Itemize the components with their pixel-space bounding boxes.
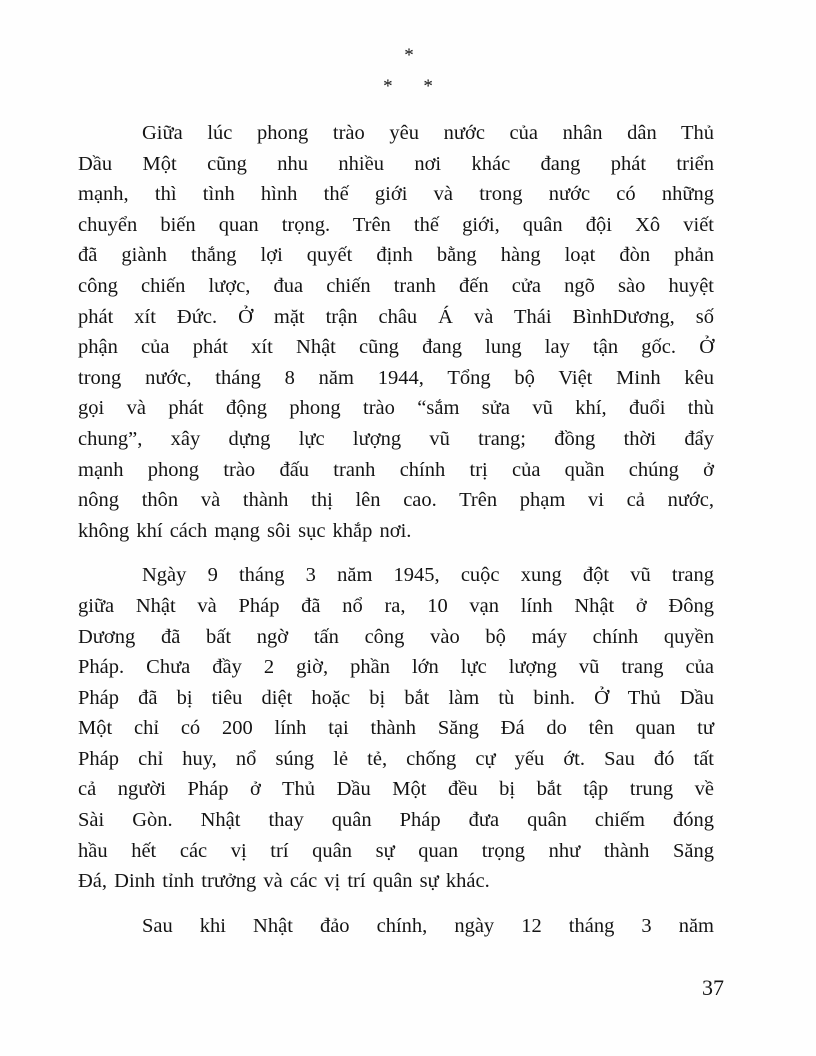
text-line: trong nước, tháng 8 năm 1944, Tổng bộ Việt Minh kêu [78,366,714,389]
text-line: Pháp chỉ huy, nổ súng lẻ tẻ, chống cự yếu ớt. Sau đó tất [78,747,714,770]
text-line: đã giành thắng lợi quyết định bằng hàng loạt đòn phản [78,244,714,267]
text-line: phận của phát xít Nhật cũng đang lung lay tận gốc. Ở [78,336,714,359]
text-line: Pháp. Chưa đầy 2 giờ, phần lớn lực lượng vũ trang của [78,656,714,679]
text-line: mạnh phong trào đấu tranh chính trị của quần chúng ở [78,458,714,481]
text-line: Dầu Một cũng nhu nhiều nơi khác đang phát triển [78,152,714,175]
text-line: Dương đã bất ngờ tấn công vào bộ máy chính quyền [78,625,714,648]
page-number: 37 [702,975,724,1000]
text-line: gọi và phát động phong trào “sắm sửa vũ khí, đuổi thù [78,397,714,420]
asterisk-icon: * [404,45,414,66]
text-line: Một chỉ có 200 lính tại thành Săng Đá do tên quan tư [78,717,714,740]
text-line: không khí cách mạng sôi sục khắp nơi. [78,519,412,542]
text-line: nông thôn và thành thị lên cao. Trên phạm vi cả nước, [78,489,714,512]
text-line: Sau khi Nhật đảo chính, ngày 12 tháng 3 năm [142,914,714,937]
text-line: Ngày 9 tháng 3 năm 1945, cuộc xung đột vũ trang [142,564,714,587]
asterisk-row [0,77,816,96]
body-text [78,118,714,955]
text-line: mạnh, thì tình hình thế giới và trong nước có những [78,183,714,206]
text-line: chung”, xây dựng lực lượng vũ trang; đồng thời đẩy [78,427,714,450]
paragraph [78,118,714,546]
text-line: Pháp đã bị tiêu diệt hoặc bị bắt làm tù binh. Ở Thủ Dầu [78,686,714,709]
text-line: Sài Gòn. Nhật thay quân Pháp đưa quân chiếm đóng [78,809,714,832]
asterisk-icon: * [383,76,393,97]
paragraph [78,560,714,897]
text-line: Đá, Dinh tỉnh trưởng và các vị trí quân sự khác. [78,870,490,893]
text-line: chuyển biến quan trọng. Trên thế giới, quân đội Xô viết [78,213,714,236]
paragraph [78,911,714,942]
text-line: hầu hết các vị trí quân sự quan trọng như thành Săng [78,839,714,862]
text-line: phát xít Đức. Ở mặt trận châu Á và Thái BìnhDương, số [78,305,714,328]
text-line: Giữa lúc phong trào yêu nước của nhân dân Thủ [142,122,714,144]
text-line: cả người Pháp ở Thủ Dầu Một đều bị bắt tập trung về [78,778,714,801]
text-line: giữa Nhật và Pháp đã nổ ra, 10 vạn lính Nhật ở Đông [78,594,714,617]
text-line: công chiến lược, đua chiến tranh đến cửa ngõ sào huyệt [78,274,714,297]
asterisk-icon: * [423,76,433,97]
section-divider [0,46,816,96]
